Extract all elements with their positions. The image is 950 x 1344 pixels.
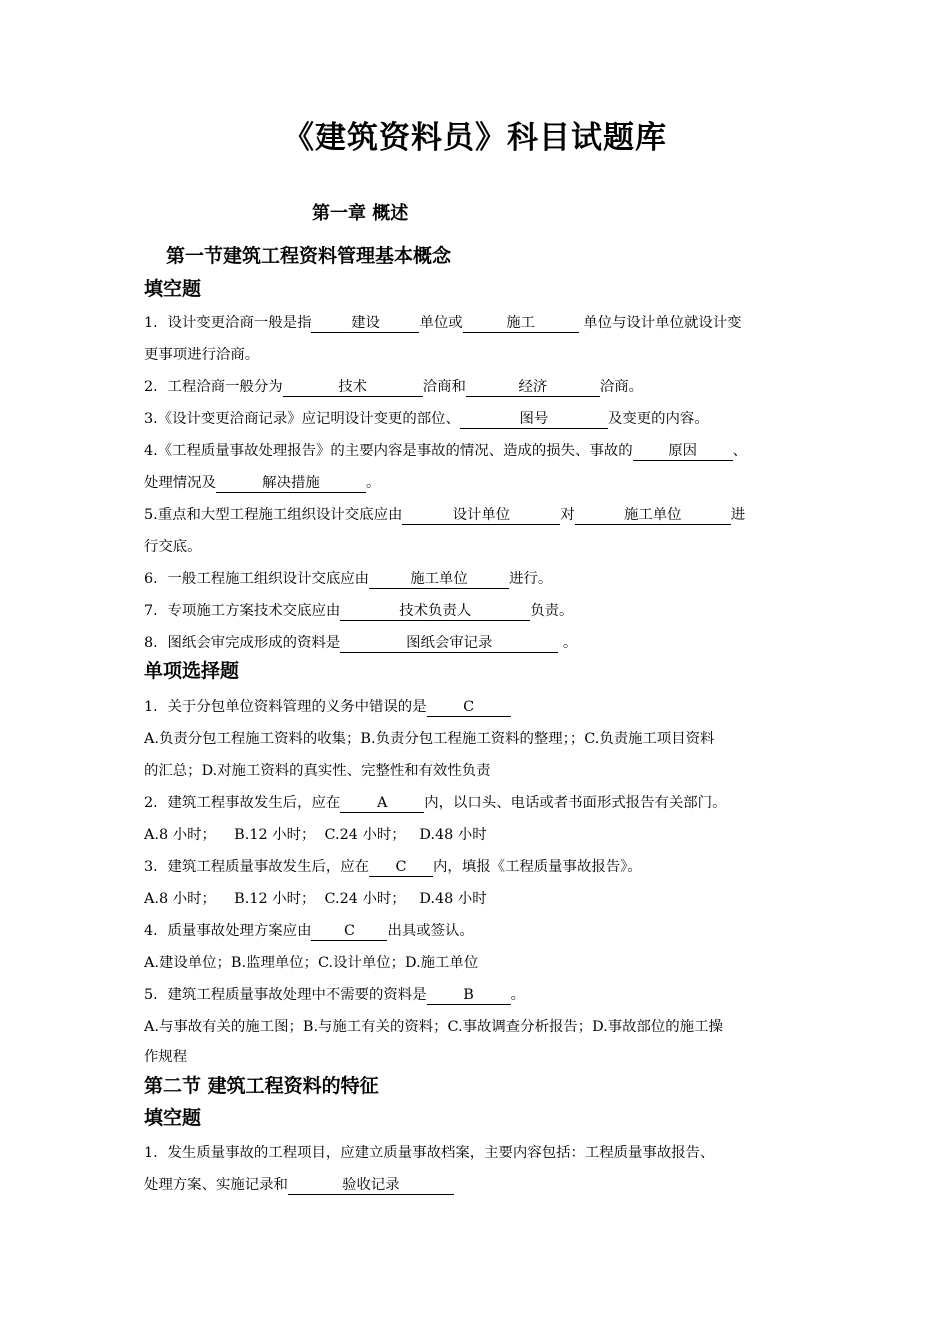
- choice-options: A.与事故有关的施工图；B.与施工有关的资料；C.事故调查分析报告；D.事故部位的施工操: [144, 1019, 723, 1035]
- answer-blank: 设计单位: [402, 506, 560, 525]
- fill-question-cont: 更事项进行洽商。: [144, 347, 260, 363]
- document-title: 《建筑资料员》科目试题库: [283, 120, 667, 156]
- fill-question: 2．工程洽商一般分为 技术 洽商和 经济 洽商。: [144, 379, 644, 395]
- choice-question: 5．建筑工程质量事故处理中不需要的资料是 B 。: [144, 987, 525, 1003]
- fill-blank-heading: 填空题: [144, 278, 202, 300]
- answer-blank: 技术负责人: [340, 602, 530, 621]
- fill-question: 5.重点和大型工程施工组织设计交底应由 设计单位 对 施工单位 进: [144, 507, 746, 523]
- answer-blank: 经济: [466, 378, 600, 397]
- fill-question: 8．图纸会审完成形成的资料是 图纸会审记录 。: [144, 635, 578, 651]
- answer-blank: 施工单位: [369, 570, 509, 589]
- fill-blank-heading: 填空题: [144, 1107, 202, 1129]
- fill-question-cont: 处理方案、实施记录和 验收记录: [144, 1175, 814, 1195]
- fill-question-cont: 处理情况及 解决措施 。: [144, 475, 381, 491]
- fill-question: 6．一般工程施工组织设计交底应由 施工单位 进行。: [144, 571, 553, 587]
- choice-options: A.8 小时； B.12 小时； C.24 小时； D.48 小时: [144, 827, 487, 843]
- section-heading: 第二节 建筑工程资料的特征: [144, 1075, 379, 1097]
- single-choice-heading: 单项选择题: [144, 660, 240, 682]
- choice-options: A.建设单位；B.监理单位；C.设计单位；D.施工单位: [144, 955, 479, 971]
- answer-blank: 技术: [283, 378, 423, 397]
- answer-blank: 施工: [463, 314, 579, 333]
- chapter-heading: 第一章 概述: [312, 203, 409, 224]
- fill-question: 3.《设计变更洽商记录》应记明设计变更的部位、 图号 及变更的内容。: [144, 411, 709, 427]
- fill-question-cont: 行交底。: [144, 539, 202, 555]
- answer-blank: 施工单位: [575, 506, 731, 525]
- answer-blank: 图纸会审记录: [340, 634, 558, 653]
- answer-blank: B: [427, 986, 511, 1005]
- choice-question: 2．建筑工程事故发生后，应在 A 内，以口头、电话或者书面形式报告有关部门。: [144, 795, 727, 811]
- answer-blank: C: [369, 858, 433, 877]
- choice-options: A.负责分包工程施工资料的收集；B.负责分包工程施工资料的整理；；C.负责施工项目资料: [144, 731, 715, 747]
- answer-blank: A: [340, 794, 424, 813]
- answer-blank: 验收记录: [288, 1176, 454, 1195]
- answer-blank: 建设: [311, 314, 419, 333]
- fill-question: 1．设计变更洽商一般是指 建设 单位或 施工 单位与设计单位就设计变: [144, 315, 742, 331]
- answer-blank: 图号: [460, 410, 608, 429]
- choice-options: A.8 小时； B.12 小时； C.24 小时； D.48 小时: [144, 891, 487, 907]
- fill-question: 1．发生质量事故的工程项目，应建立质量事故档案，主要内容包括：工程质量事故报告、: [144, 1145, 715, 1161]
- choice-options: 作规程: [144, 1049, 188, 1065]
- fill-question: 4.《工程质量事故处理报告》的主要内容是事故的情况、造成的损失、事故的 原因 、: [144, 443, 748, 459]
- choice-question: 3．建筑工程质量事故发生后，应在 C 内，填报《工程质量事故报告》。: [144, 859, 642, 875]
- answer-blank: C: [427, 698, 511, 717]
- fill-question: 7．专项施工方案技术交底应由 技术负责人 负责。: [144, 603, 574, 619]
- choice-question: 4．质量事故处理方案应由 C 出具或签认。: [144, 923, 474, 939]
- section-heading: 第一节建筑工程资料管理基本概念: [166, 245, 452, 267]
- choice-question: 1．关于分包单位资料管理的义务中错误的是 C: [144, 697, 814, 717]
- choice-options: 的汇总；D.对施工资料的真实性、完整性和有效性负责: [144, 763, 491, 779]
- answer-blank: C: [311, 922, 387, 941]
- answer-blank: 解决措施: [216, 474, 366, 493]
- answer-blank: 原因: [633, 442, 733, 461]
